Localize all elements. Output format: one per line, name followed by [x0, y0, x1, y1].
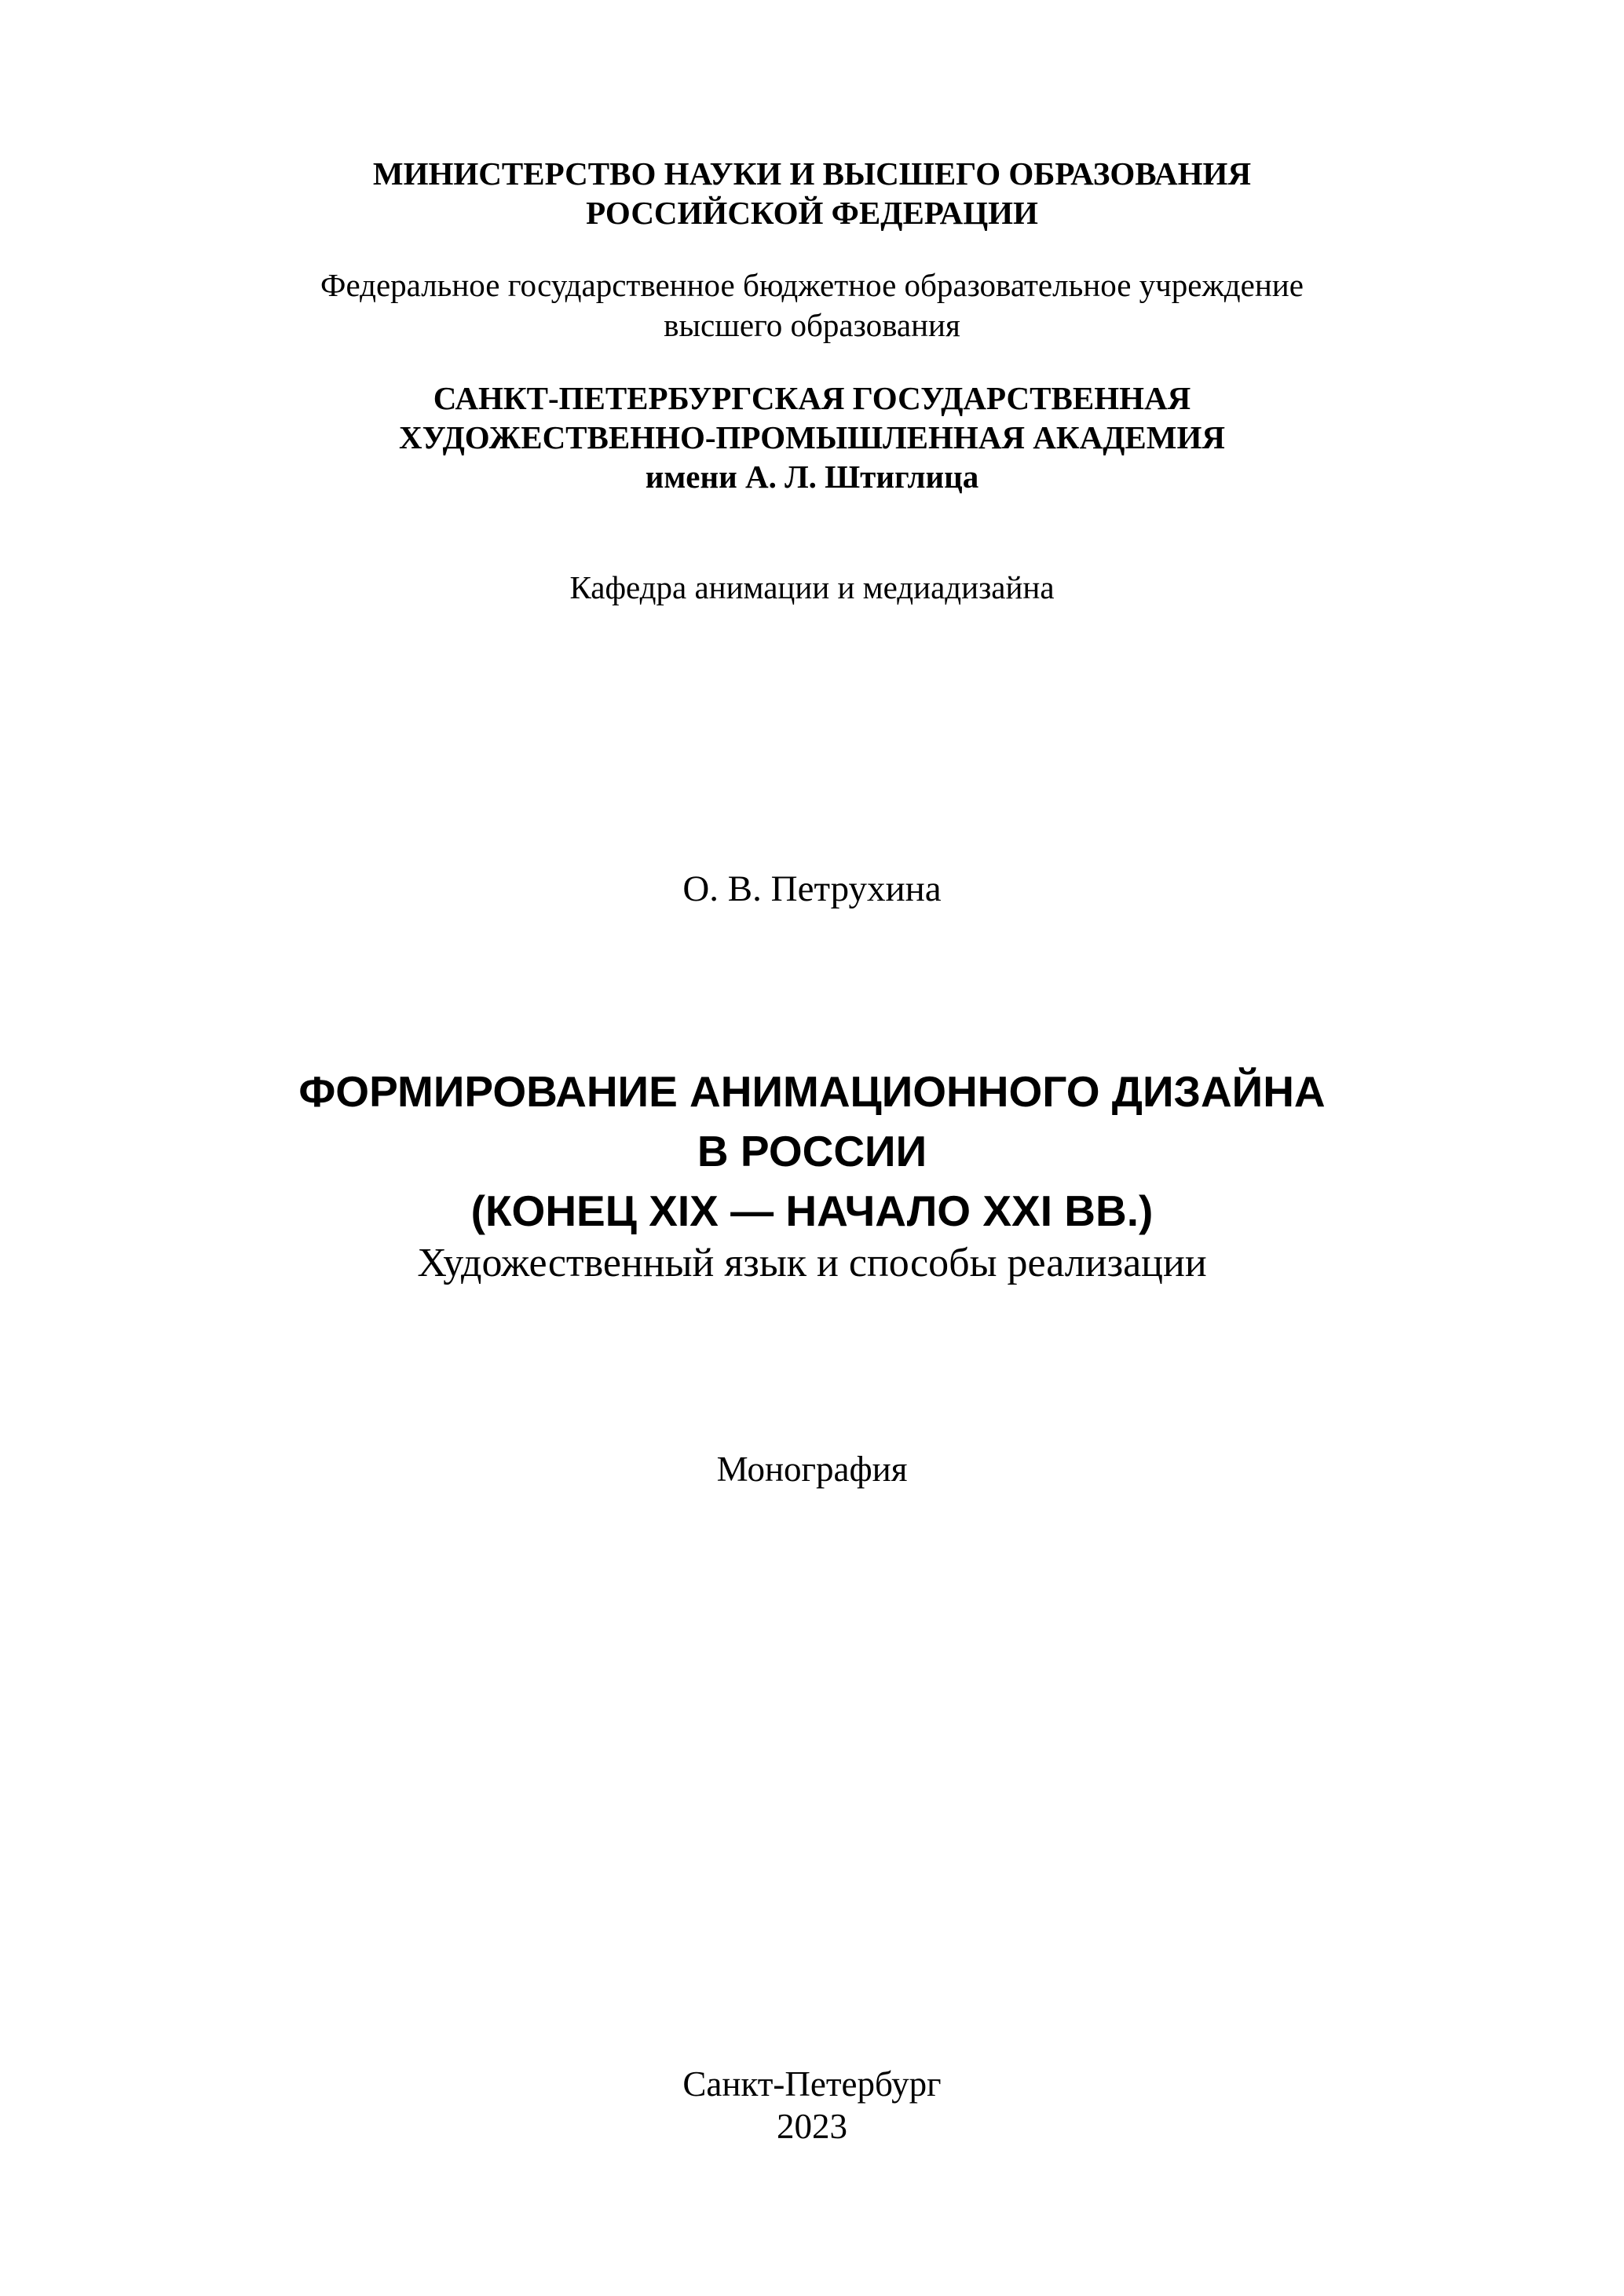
- institution-type-line-1: Федеральное государственное бюджетное образовательное учреждение: [320, 267, 1304, 303]
- ministry-heading: [0, 154, 1624, 232]
- subtitle-text: Художественный язык и способы реализации: [417, 1241, 1207, 1285]
- ministry-line-1: МИНИСТЕРСТВО НАУКИ И ВЫСШЕГО ОБРАЗОВАНИЯ: [372, 155, 1252, 192]
- academy-line-1: САНКТ-ПЕТЕРБУРГСКАЯ ГОСУДАРСТВЕННАЯ: [433, 380, 1191, 416]
- academy-line-3: имени А. Л. Штиглица: [645, 459, 979, 495]
- institution-type-line-2: высшего образования: [664, 307, 960, 343]
- academy-line-2: ХУДОЖЕСТВЕННО-ПРОМЫШЛЕННАЯ АКАДЕМИЯ: [399, 419, 1225, 455]
- institution-type: [0, 265, 1624, 345]
- book-subtitle: [0, 1238, 1624, 1289]
- imprint: [0, 2063, 1624, 2148]
- author-text: О. В. Петрухина: [682, 868, 942, 909]
- department-text: Кафедра анимации и медиадизайна: [569, 569, 1055, 605]
- academy-name: [0, 378, 1624, 496]
- publication-genre: [0, 1447, 1624, 1491]
- title-line-2: В РОССИИ: [697, 1127, 927, 1175]
- book-title: [0, 1062, 1624, 1241]
- title-line-3: (КОНЕЦ XIX — НАЧАЛО XXI ВВ.): [470, 1186, 1154, 1235]
- department-name: [0, 567, 1624, 608]
- author-name: [0, 866, 1624, 912]
- ministry-line-2: РОССИЙСКОЙ ФЕДЕРАЦИИ: [586, 195, 1038, 231]
- imprint-year: 2023: [777, 2107, 847, 2146]
- genre-text: Монография: [716, 1450, 908, 1489]
- imprint-city: Санкт-Петербург: [682, 2064, 942, 2104]
- title-line-1: ФОРМИРОВАНИЕ АНИМАЦИОННОГО ДИЗАЙНА: [298, 1067, 1326, 1116]
